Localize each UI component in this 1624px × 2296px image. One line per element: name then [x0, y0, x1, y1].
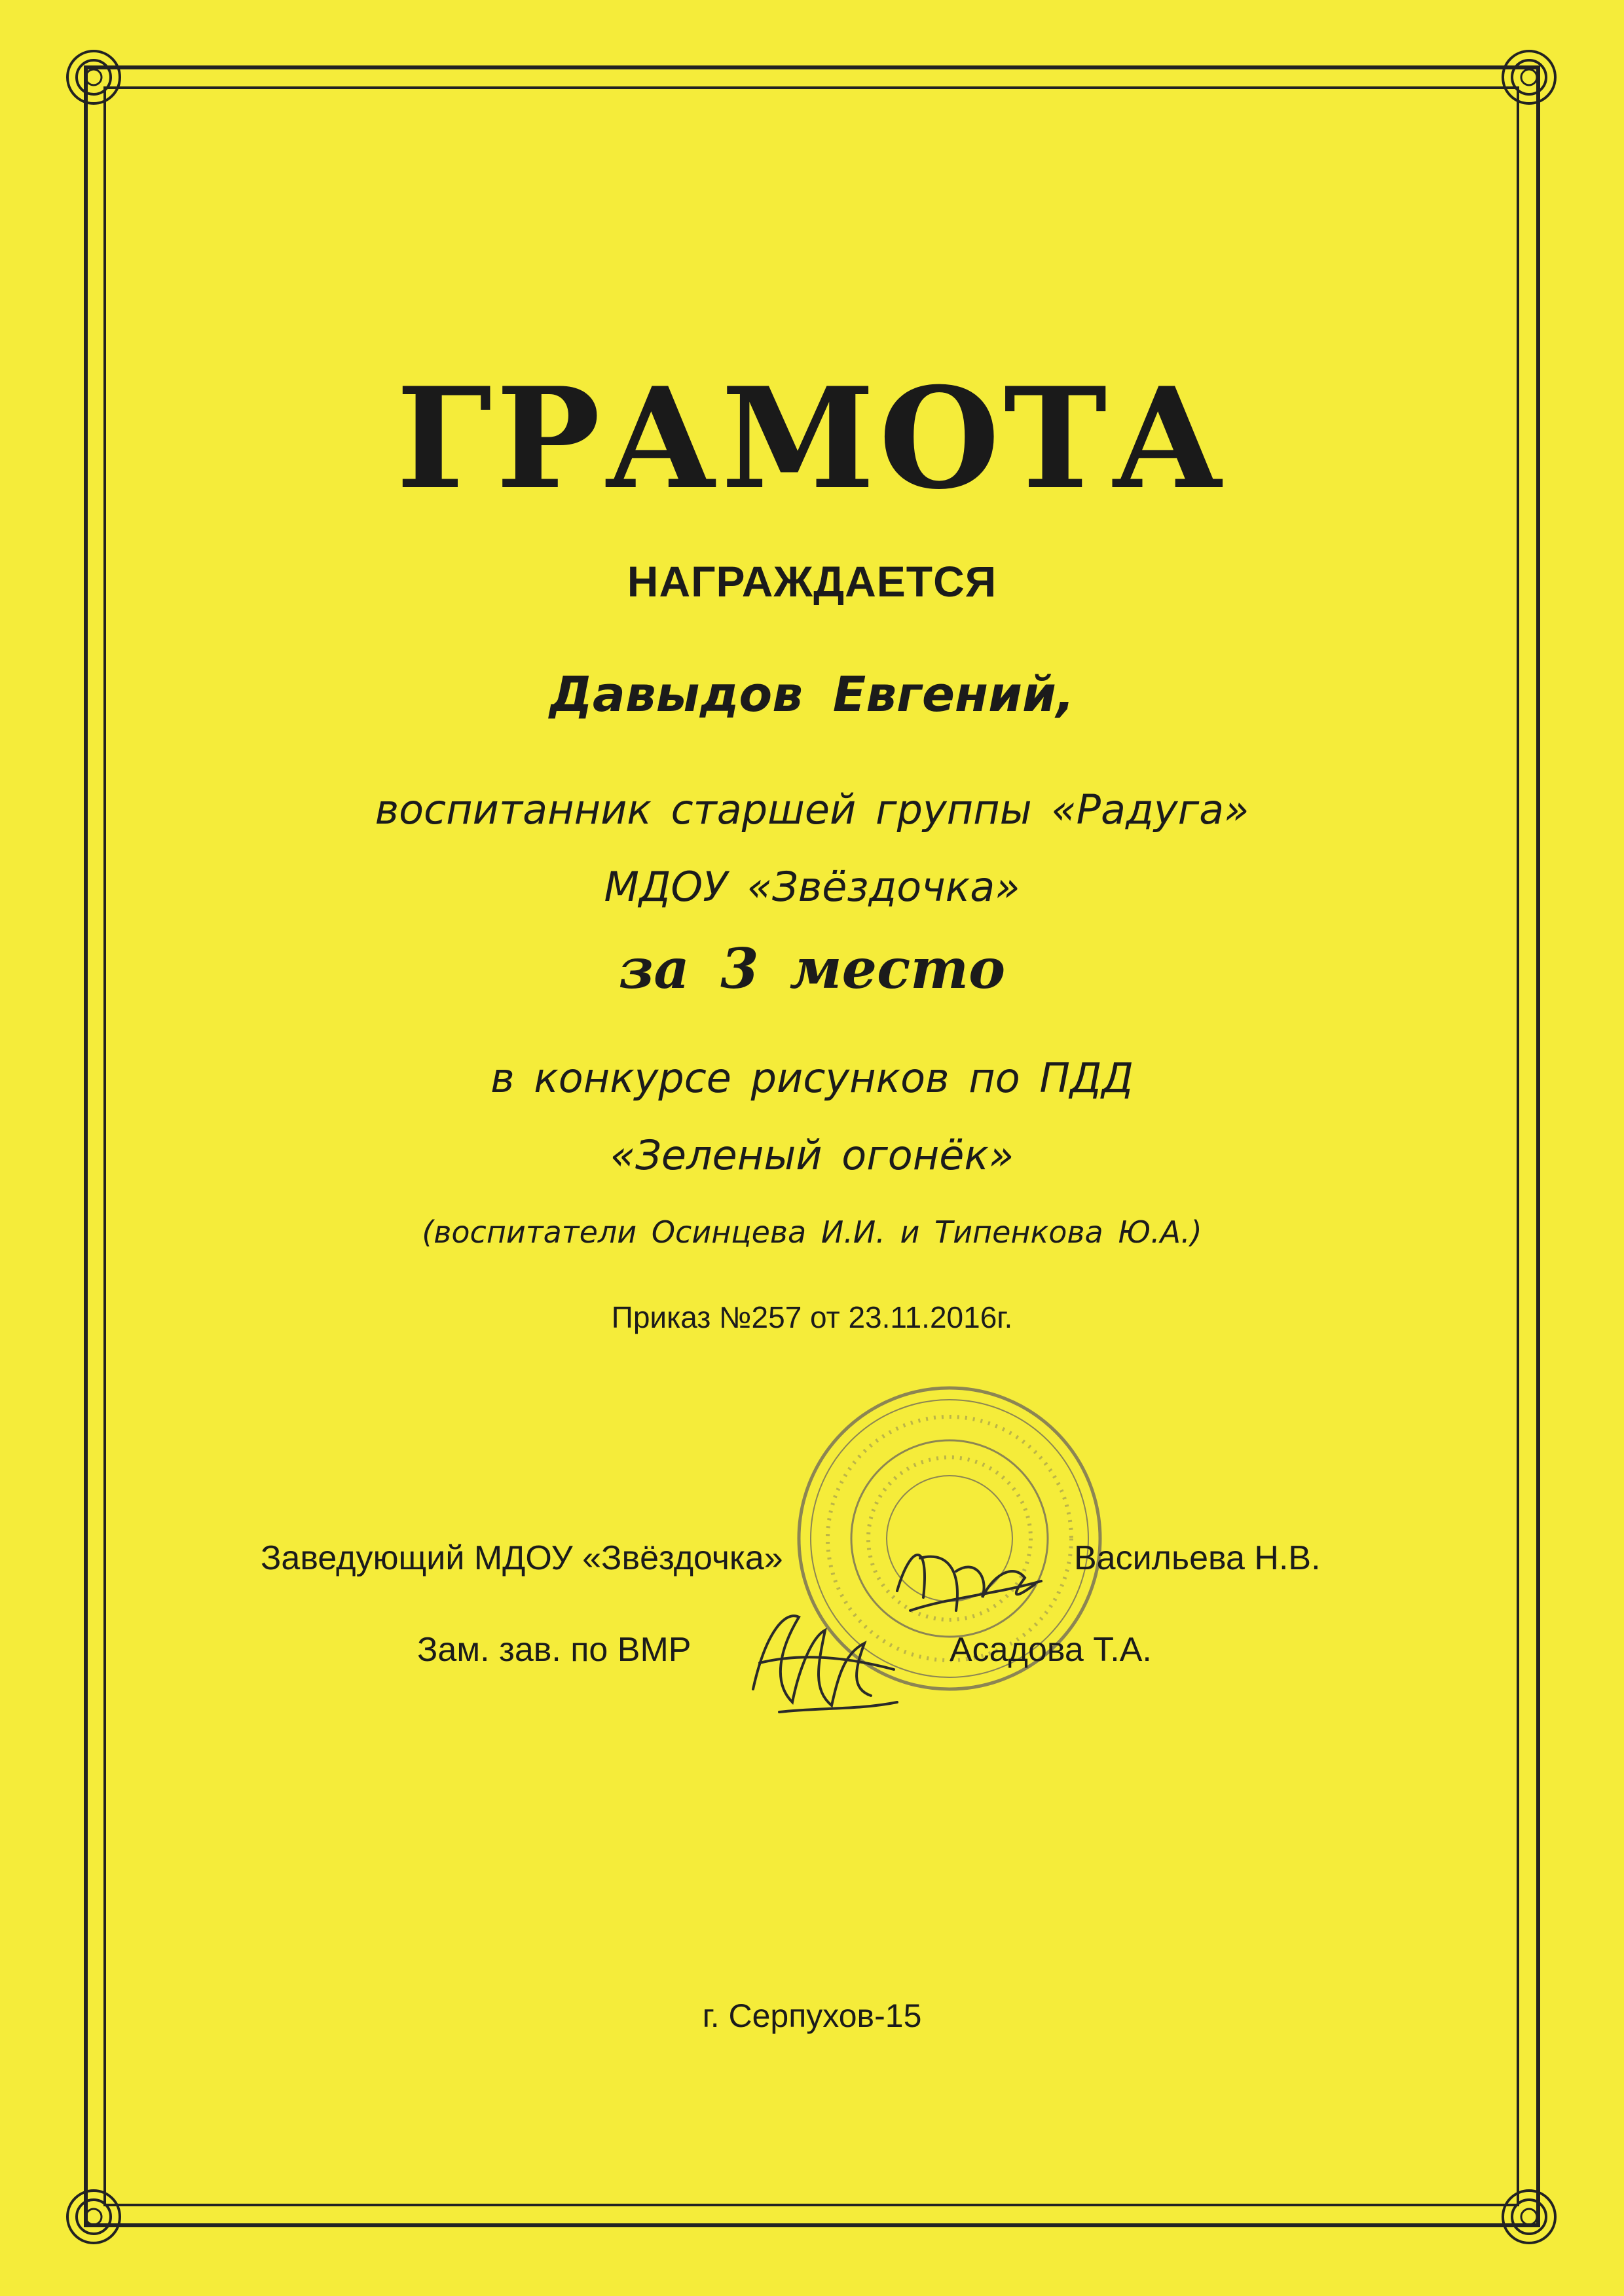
school-name: МДОУ «Звёздочка»: [604, 863, 1020, 911]
head-position: Заведующий МДОУ «Звёздочка»: [261, 1539, 783, 1577]
deputy-name: Асадова Т.А.: [950, 1631, 1152, 1669]
teachers-note: (воспитатели Осинцева И.И. и Типенкова Ю.А.): [422, 1214, 1202, 1250]
city-footer: г. Серпухов-15: [702, 1997, 922, 2034]
corner-ornament-icon: [1498, 46, 1560, 109]
order-reference: Приказ №257 от 23.11.2016г.: [611, 1300, 1013, 1334]
certificate-title: ГРАМОТА: [396, 357, 1228, 520]
recipient-name: Давыдов Евгений,: [549, 666, 1075, 723]
corner-ornament-icon: [1498, 2185, 1560, 2248]
contest-description: в конкурсе рисунков по ПДД: [490, 1054, 1134, 1102]
head-name: Васильева Н.В.: [1074, 1539, 1321, 1577]
contest-name: «Зеленый огонёк»: [610, 1131, 1014, 1179]
award-place: за 3 место: [618, 936, 1006, 1001]
corner-ornament-icon: [62, 46, 125, 109]
recipient-group: воспитанник старшей группы «Радуга»: [375, 786, 1249, 833]
deputy-signature: [740, 1591, 904, 1722]
corner-ornament-icon: [62, 2185, 125, 2248]
awarded-heading: НАГРАЖДАЕТСЯ: [627, 557, 997, 606]
head-signature: [884, 1519, 1054, 1630]
deputy-position: Зам. зав. по ВМР: [417, 1631, 692, 1669]
